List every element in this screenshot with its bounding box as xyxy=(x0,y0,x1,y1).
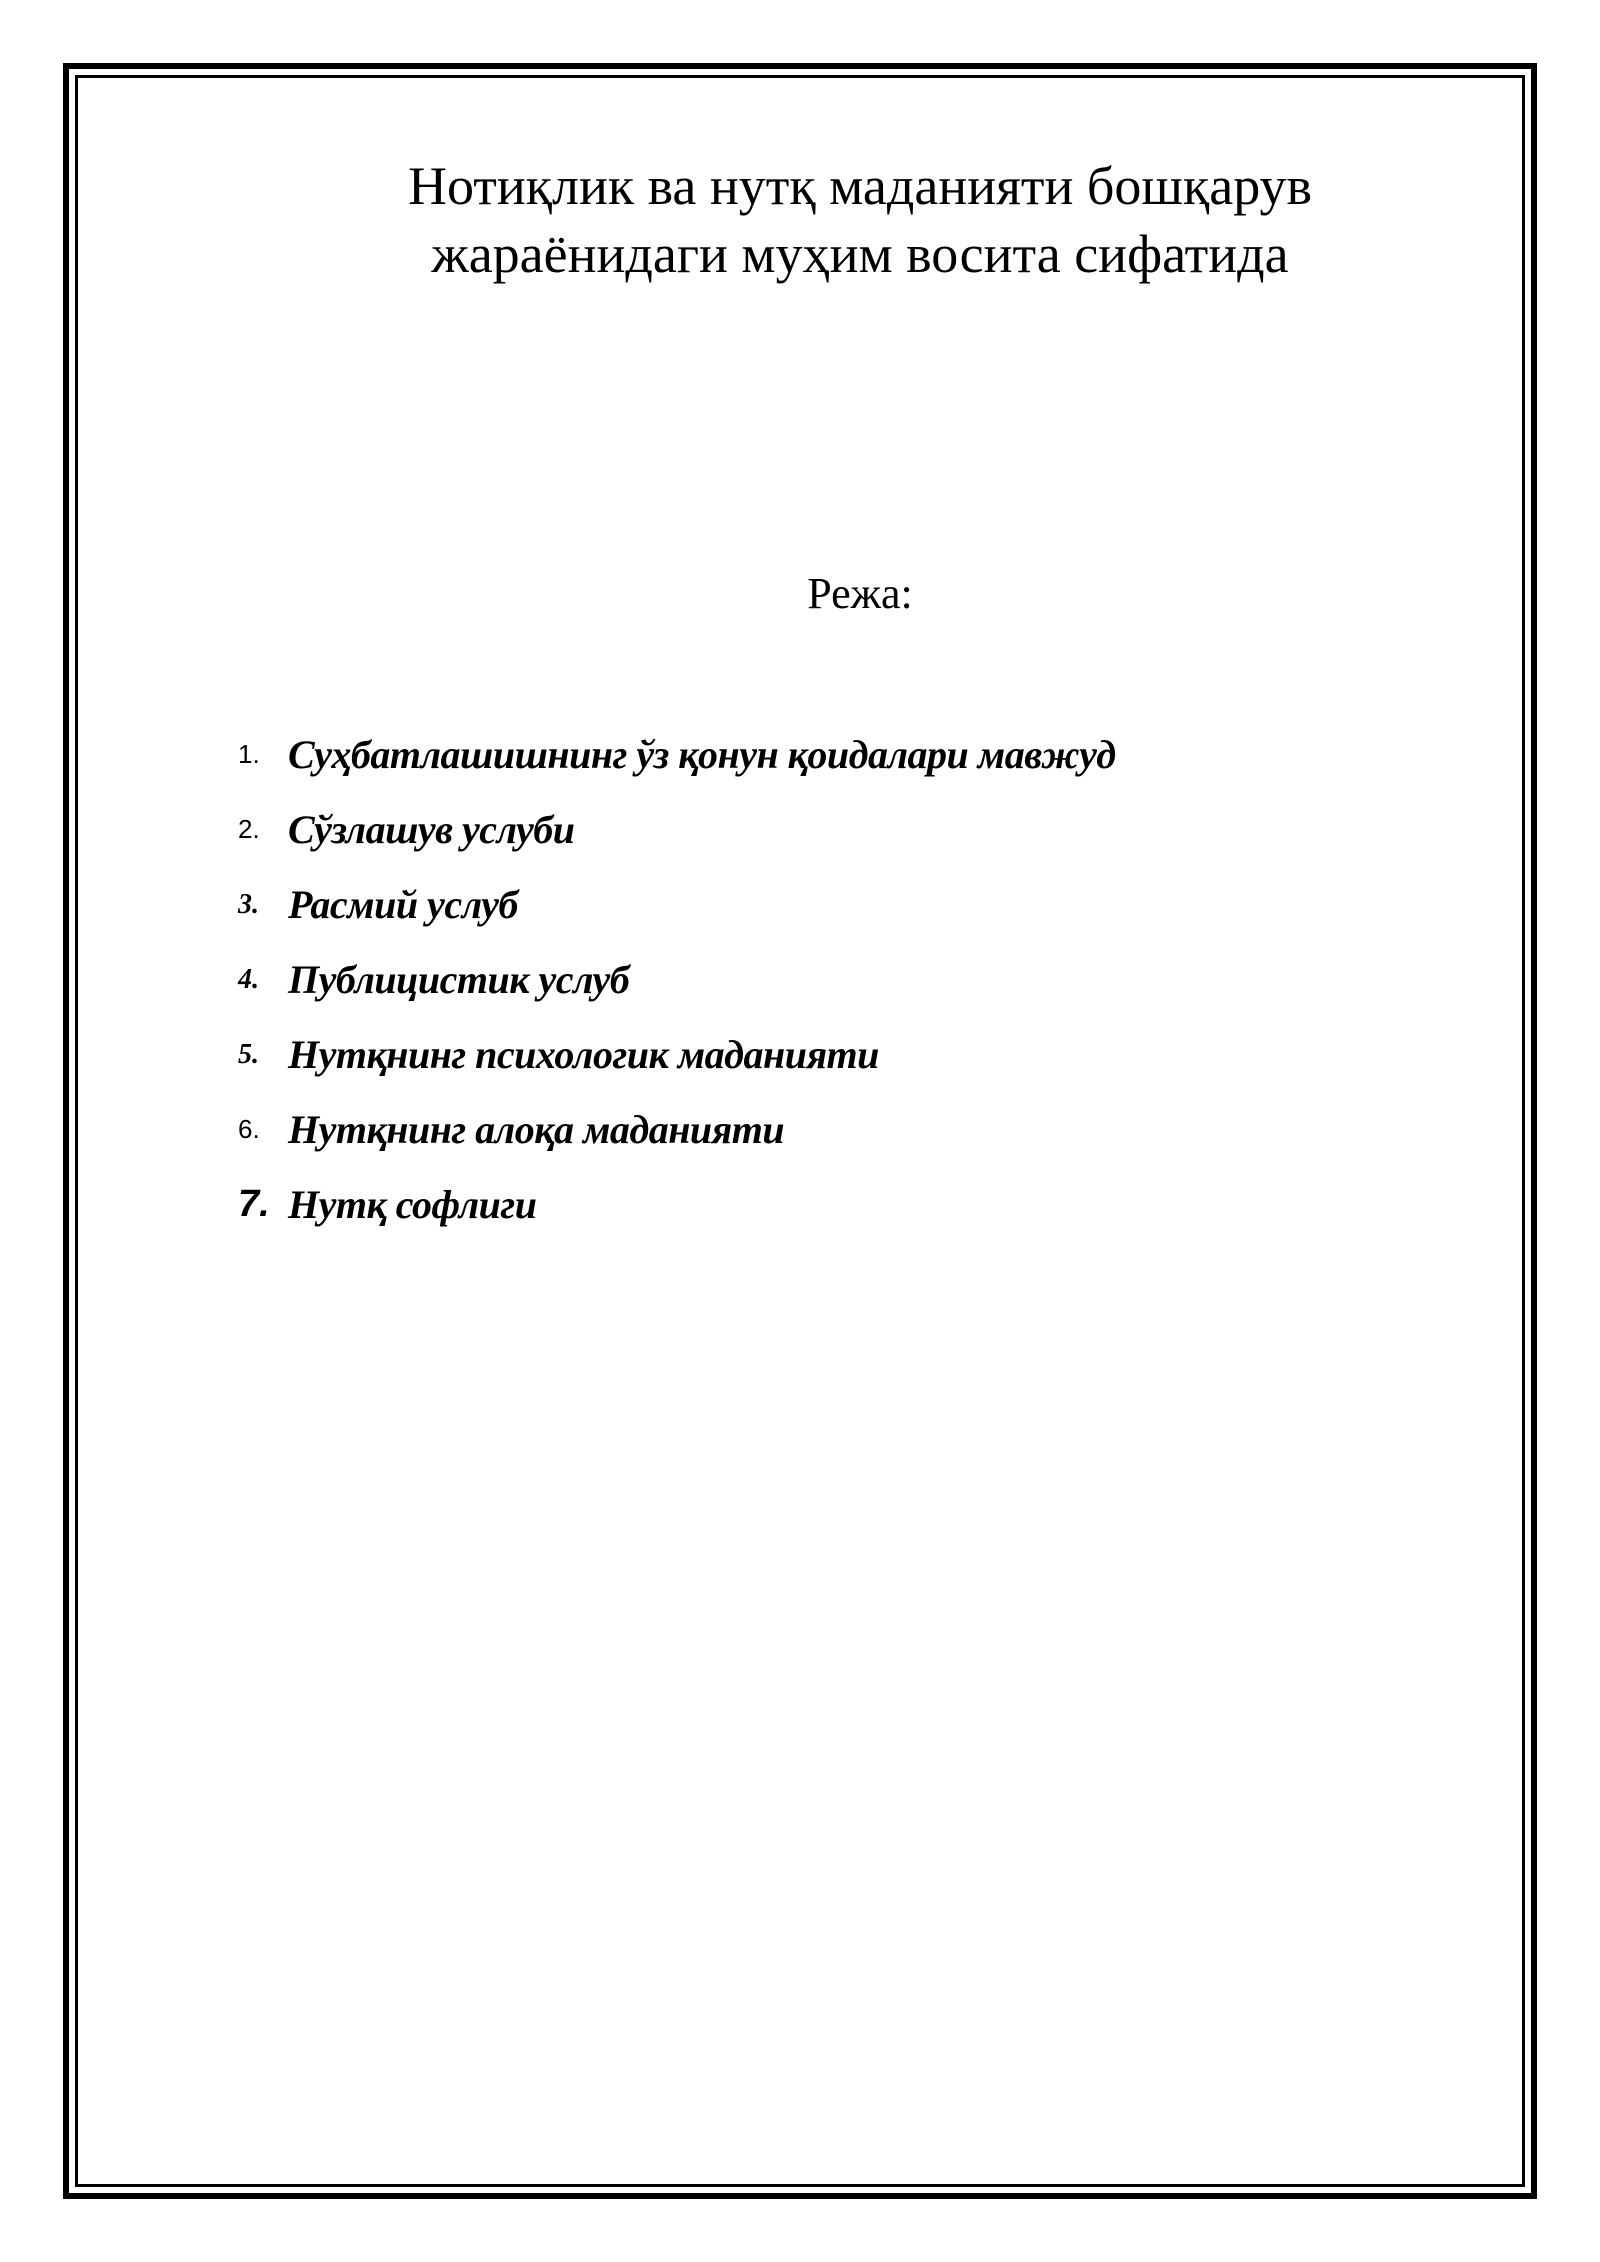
plan-item-1 xyxy=(238,717,1116,792)
plan-item-2 xyxy=(238,792,1116,867)
plan-item-number: 1. xyxy=(238,739,260,769)
plan-item-text: Нутқ софлиги xyxy=(288,1182,537,1227)
plan-list xyxy=(238,717,1116,1242)
plan-item-6 xyxy=(238,1092,1116,1167)
plan-item-5 xyxy=(238,1017,1116,1092)
plan-item-text: Расмий услуб xyxy=(288,882,518,927)
plan-item-number: 2. xyxy=(238,814,260,844)
plan-item-text: Сўзлашув услуби xyxy=(288,807,575,852)
plan-item-number: 7. xyxy=(238,1183,270,1225)
document-title-line-2: жараёнидаги муҳим восита сифатида xyxy=(431,224,1289,284)
document-title-line-1: Нотиқлик ва нутқ маданияти бошқарув xyxy=(408,156,1312,216)
document-title xyxy=(200,152,1520,288)
plan-item-4 xyxy=(238,942,1116,1017)
plan-item-text: Публицистик услуб xyxy=(288,957,630,1002)
plan-item-number: 6. xyxy=(238,1114,260,1144)
plan-item-7 xyxy=(238,1167,1116,1242)
plan-item-3 xyxy=(238,867,1116,942)
plan-item-number: 5. xyxy=(238,1038,259,1070)
plan-heading: Режа: xyxy=(807,569,913,618)
plan-item-number: 3. xyxy=(238,888,259,920)
plan-item-number: 4. xyxy=(238,963,259,995)
plan-item-text: Нутқнинг психологик маданияти xyxy=(288,1032,879,1077)
plan-item-text: Нутқнинг алоқа маданияти xyxy=(288,1107,785,1152)
plan-item-text: Суҳбатлашишнинг ўз қонун қоидалари мавжуд xyxy=(288,732,1116,777)
